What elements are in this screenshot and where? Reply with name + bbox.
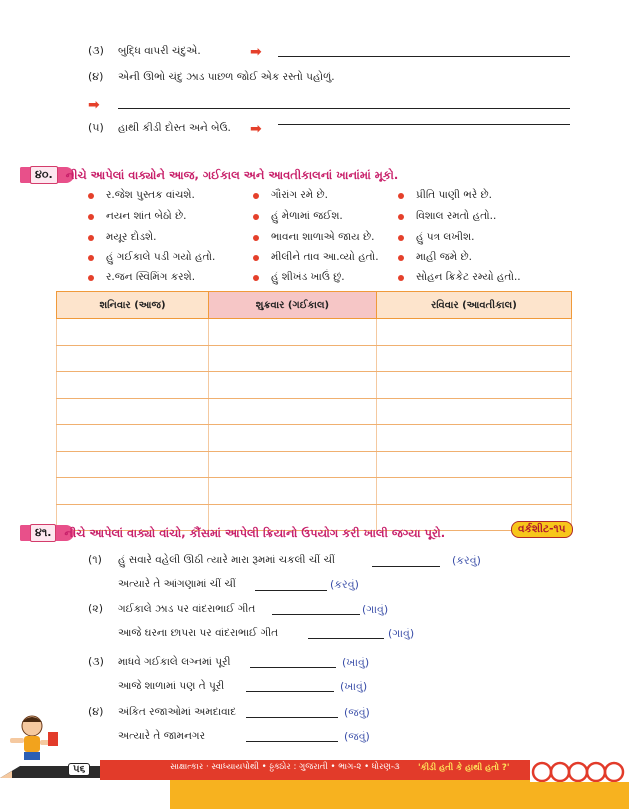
column-header-yesterday: શુક્રવાર (ગઈકાલ)	[208, 292, 376, 319]
q41-sentence: ગઈકાલે ઝાડ પર વાંદરાભાઈ ગીત	[118, 603, 256, 615]
table-cell[interactable]	[376, 372, 571, 399]
bullet-icon	[88, 235, 94, 241]
item-5-number: (૫)	[88, 121, 104, 134]
bullet-icon	[398, 235, 404, 241]
bullet-icon	[253, 193, 259, 199]
column-header-today: શનિવાર (આજ)	[57, 292, 209, 319]
bullet-icon	[398, 193, 404, 199]
q41-sentence: અત્યારે તે આંગણામાં ચીં ચીં	[118, 578, 236, 590]
q41-sentence: અંકિત રજાઓમાં અમદાવાદ	[118, 706, 237, 718]
q41-sentence: આજે ઘરના છાપરા પર વાંદરાભાઈ ગીત	[118, 627, 279, 639]
bullet-icon	[398, 214, 404, 220]
verb-hint: (કરવું)	[330, 578, 359, 591]
q41-number: ૪૧.	[30, 524, 56, 542]
rings-decoration	[530, 760, 629, 782]
q41-item-number: (૧)	[88, 553, 102, 566]
sentence-item: માહી જમે છે.	[398, 251, 472, 264]
table-cell[interactable]	[208, 319, 376, 346]
sentence-item: હું પત્ર લખીશ.	[398, 231, 474, 244]
bullet-icon	[253, 235, 259, 241]
sentence-item: હું મેળામાં જઈશ.	[253, 210, 343, 223]
table-row	[57, 372, 572, 399]
table-cell[interactable]	[57, 451, 209, 478]
q41-item-number: (૪)	[88, 705, 104, 718]
blank-line[interactable]	[255, 590, 327, 591]
footer-book-info: સાક્ષાત્કાર · સ્વાધ્યાયપોથી • ઠ્ઠક્ઠોર : ગુજરાતી • ભાગ-૨ • ધોરણ-૩	[170, 762, 400, 772]
worksheet-badge: વર્કશીટ-૧૫	[511, 521, 573, 538]
answer-line[interactable]	[278, 56, 570, 57]
blank-line[interactable]	[246, 691, 334, 692]
sentence-item: ભાવના શાળાએ જાય છે.	[253, 231, 374, 244]
table-cell[interactable]	[376, 478, 571, 505]
table-cell[interactable]	[57, 398, 209, 425]
blank-line[interactable]	[246, 717, 338, 718]
q41-sentence: અત્યારે તે જામનગર	[118, 730, 206, 742]
verb-hint: (ગાવું)	[388, 627, 415, 640]
table-row	[57, 398, 572, 425]
footer-stripe	[170, 780, 629, 809]
q41-item-number: (૨)	[88, 602, 104, 615]
answer-line[interactable]	[118, 108, 570, 109]
verb-hint: (જવું)	[344, 730, 370, 743]
table-cell[interactable]	[376, 451, 571, 478]
table-cell[interactable]	[57, 319, 209, 346]
sentence-item: હું શીખંડ ખાઉં છું.	[253, 271, 345, 284]
table-row	[57, 345, 572, 372]
table-cell[interactable]	[57, 425, 209, 452]
page-footer	[0, 760, 629, 809]
q41-item-number: (૩)	[88, 655, 104, 668]
bullet-icon	[253, 214, 259, 220]
column-header-tomorrow: રવિવાર (આવતીકાલ)	[376, 292, 571, 319]
bullet-icon	[398, 255, 404, 261]
table-cell[interactable]	[376, 319, 571, 346]
blank-line[interactable]	[250, 667, 336, 668]
table-row	[57, 425, 572, 452]
sentence-item: વિશાલ રમતો હતો..	[398, 210, 496, 223]
verb-hint: (ખાવું)	[342, 656, 370, 669]
table-cell[interactable]	[376, 345, 571, 372]
arrow-icon: ➡	[250, 44, 262, 60]
arrow-icon: ➡	[88, 97, 100, 113]
table-row	[57, 478, 572, 505]
table-cell[interactable]	[208, 345, 376, 372]
item-3-text: બુદ્ધિ વાપરી ચંદુએ.	[118, 45, 201, 57]
bullet-icon	[398, 275, 404, 281]
sentence-item: હું ગઈકાલે પડી ગયો હતો.	[88, 251, 215, 264]
verb-hint: (જવું)	[344, 706, 370, 719]
table-cell[interactable]	[208, 398, 376, 425]
table-row	[57, 319, 572, 346]
sentence-item: પ્રીતિ પાણી ભરે છે.	[398, 189, 492, 202]
bullet-icon	[88, 193, 94, 199]
sentence-item: નયન શાંત બેઠો છે.	[88, 210, 187, 223]
q41-sentence: હું સવારે વહેલી ઊઠી ત્યારે મારા રૂમમાં ચકલી ચીં ચીં	[118, 554, 335, 566]
bullet-icon	[88, 275, 94, 281]
verb-hint: (કરવું)	[452, 554, 481, 567]
q41-instruction: નીચે આપેલાં વાક્યો વાંચો, કૌંસમાં આપેલી ક્રિયાનો ઉપયોગ કરી ખાલી જગ્યા પૂરો.	[64, 525, 446, 540]
bullet-icon	[253, 275, 259, 281]
table-cell[interactable]	[208, 372, 376, 399]
bullet-icon	[88, 255, 94, 261]
table-cell[interactable]	[57, 478, 209, 505]
q40-number: ૪૦.	[30, 166, 58, 184]
table-cell[interactable]	[376, 398, 571, 425]
table-row	[57, 451, 572, 478]
table-cell[interactable]	[208, 478, 376, 505]
q40-heading	[20, 164, 398, 186]
sentence-item: ર.જન સ્વિમિંગ કરશે.	[88, 271, 195, 284]
blank-line[interactable]	[372, 566, 440, 567]
item-4-number: (૪)	[88, 70, 104, 83]
answer-line[interactable]	[278, 124, 570, 125]
sentence-item: સોહન ક્રિકેટ રમ્યો હતો..	[398, 271, 521, 284]
verb-hint: (ખાવું)	[340, 680, 368, 693]
table-cell[interactable]	[208, 451, 376, 478]
table-cell[interactable]	[57, 345, 209, 372]
blank-line[interactable]	[308, 638, 384, 639]
item-3-number: (૩)	[88, 44, 104, 57]
verb-hint: (ગાવું)	[362, 603, 389, 616]
arrow-icon: ➡	[250, 121, 262, 137]
q41-sentence: આજે શાળામાં પણ તે પૂરી	[118, 680, 225, 692]
item-4-text: એની ઊભો ચંદુ ઝાડ પાછળ જોઈ એક રસ્તો પહોળું.	[118, 71, 335, 83]
q41-sentence: માધવે ગઈકાલે લગ્નમાં પૂરી	[118, 656, 231, 668]
bullet-icon	[88, 214, 94, 220]
blank-line[interactable]	[272, 614, 360, 615]
bullet-icon	[253, 255, 259, 261]
table-cell[interactable]	[57, 372, 209, 399]
sentence-item: ર.જેશ પુસ્તક વાંચશે.	[88, 189, 195, 202]
table-cell[interactable]	[208, 425, 376, 452]
q41-heading	[20, 522, 445, 544]
sentence-item: મીલીને તાવ આ.વ્યો હતો.	[253, 251, 379, 264]
q40-instruction: નીચે આપેલાં વાક્યોને આજ, ગઈકાલ અને આવતીકાલનાં ખાનાંમાં મૂકો.	[65, 167, 399, 182]
tense-table	[56, 291, 572, 531]
sentence-item: મયૂર દોડશે.	[88, 231, 156, 244]
sentence-item: ગૌરાંગ રમે છે.	[253, 189, 328, 202]
table-cell[interactable]	[376, 425, 571, 452]
item-5-text: હાથી કીડી દોસ્ત અને બેઉ.	[118, 122, 231, 134]
blank-line[interactable]	[246, 741, 338, 742]
pencil-icon	[0, 760, 110, 782]
footer-slogan: 'કીડી હતી કે હાથી હતો ?'	[418, 763, 510, 773]
page-number: ૫૬	[68, 763, 90, 776]
